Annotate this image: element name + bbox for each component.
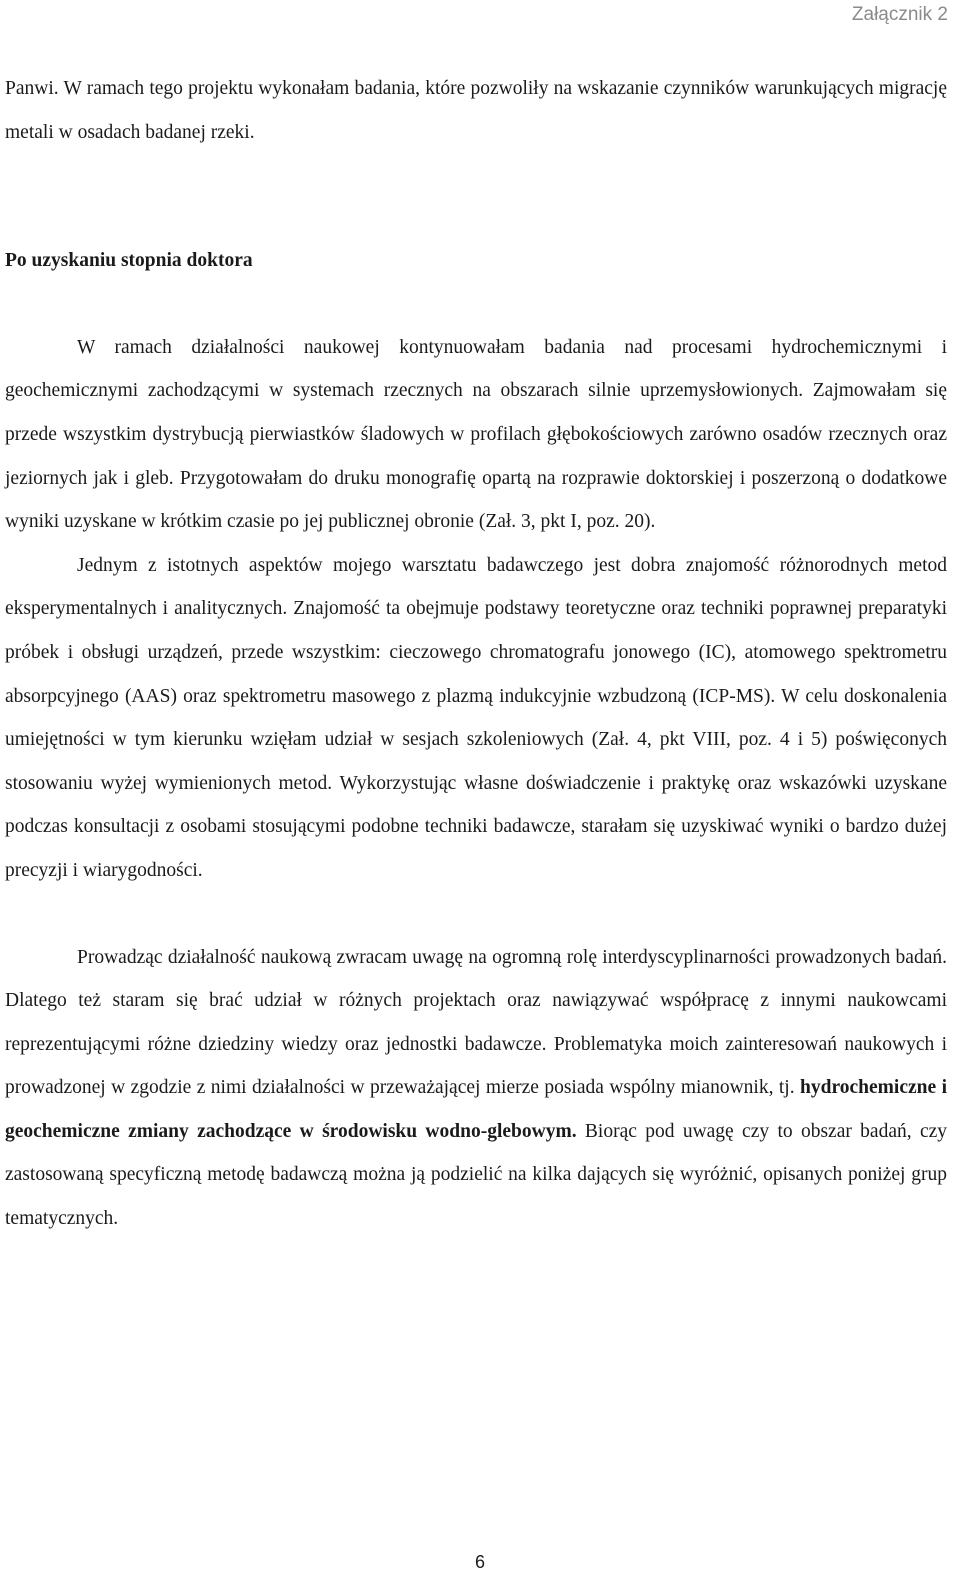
paragraph-1 — [5, 67, 947, 154]
paragraph-3 — [5, 544, 947, 893]
paragraph-4-text-end: Biorąc pod uwagę czy to obszar badań, czy zastosowaną specyficzną metodę badawczą można ją podzielić na kilka dających się wyróżnić, opisanych poniżej grup tematycznych. — [5, 1120, 948, 1230]
paragraph-4-text-start: Prowadząc działalność naukową zwracam uwagę na ogromną rolę interdyscyplinarności prowadzonych badań. Dlatego też staram się brać udział w różnych projektach oraz nawiązywać współpracę z innymi naukowcami reprezentującymi różne dziedziny wiedzy oraz jednostki badawcze. Problematyka moich zainteresowań naukowych i prowadzonej w zgodzie z nimi działalności w przeważającej mierze posiada wspólny mianownik, tj. — [5, 946, 947, 1099]
paragraph-4-bold-phrase: hydrochemiczne i geochemiczne zmiany zachodzące w środowisku wodno-glebowym. — [5, 1077, 947, 1142]
page-number: 6 — [474, 1552, 485, 1572]
page-header-annex-label: Załącznik 2 — [851, 4, 948, 25]
paragraph-4 — [5, 936, 947, 1241]
document-body — [5, 67, 947, 1241]
paragraph-2 — [5, 326, 947, 544]
paragraph-3-text: Jednym z istotnych aspektów mojego warsztatu badawczego jest dobra znajomość różnorodnych metod eksperymentalnych i analitycznych. Znajomość ta obejmuje podstawy teoretyczne oraz techniki poprawnej preparatyki próbek i obsługi urządzeń, przede wszystkim: cieczowego chromatografu jonowego (IC), atomowego spektrometru absorpcyjnego (AAS) oraz spektrometru masowego z plazmą indukcyjnie wzbudzoną (ICP-MS). W celu doskonalenia umiejętności w tym kierunku wzięłam udział w sesjach szkoleniowych (Zał. 4, pkt VIII, poz. 4 i 5) poświęconych stosowaniu wyżej wymienionych metod. Wykorzystując własne doświadczenie i praktykę oraz wskazówki uzyskane podczas konsultacji z osobami stosującymi podobne techniki badawcze, starałam się uzyskiwać wyniki o bardzo dużej precyzji i wiarygodności. — [5, 554, 947, 881]
paragraph-1-text: Panwi. W ramach tego projektu wykonałam badania, które pozwoliły na wskazanie czynników warunkujących migrację metali w osadach badanej rzeki. — [5, 78, 947, 143]
section-heading: Po uzyskaniu stopnia doktora — [5, 250, 253, 272]
paragraph-2-text: W ramach działalności naukowej kontynuowałam badania nad procesami hydrochemicznymi i geochemicznymi zachodzącymi w systemach rzecznych na obszarach silnie uprzemysłowionych. Zajmowałam się przede wszystkim dystrybucją pierwiastków śladowych w profilach głębokościowych zarówno osadów rzecznych oraz jeziornych jak i gleb. Przygotowałam do druku monografię opartą na rozprawie doktorskiej i poszerzoną o dodatkowe wyniki uzyskane w krótkim czasie po jej publicznej obronie (Zał. 3, pkt I, poz. 20). — [5, 336, 947, 533]
